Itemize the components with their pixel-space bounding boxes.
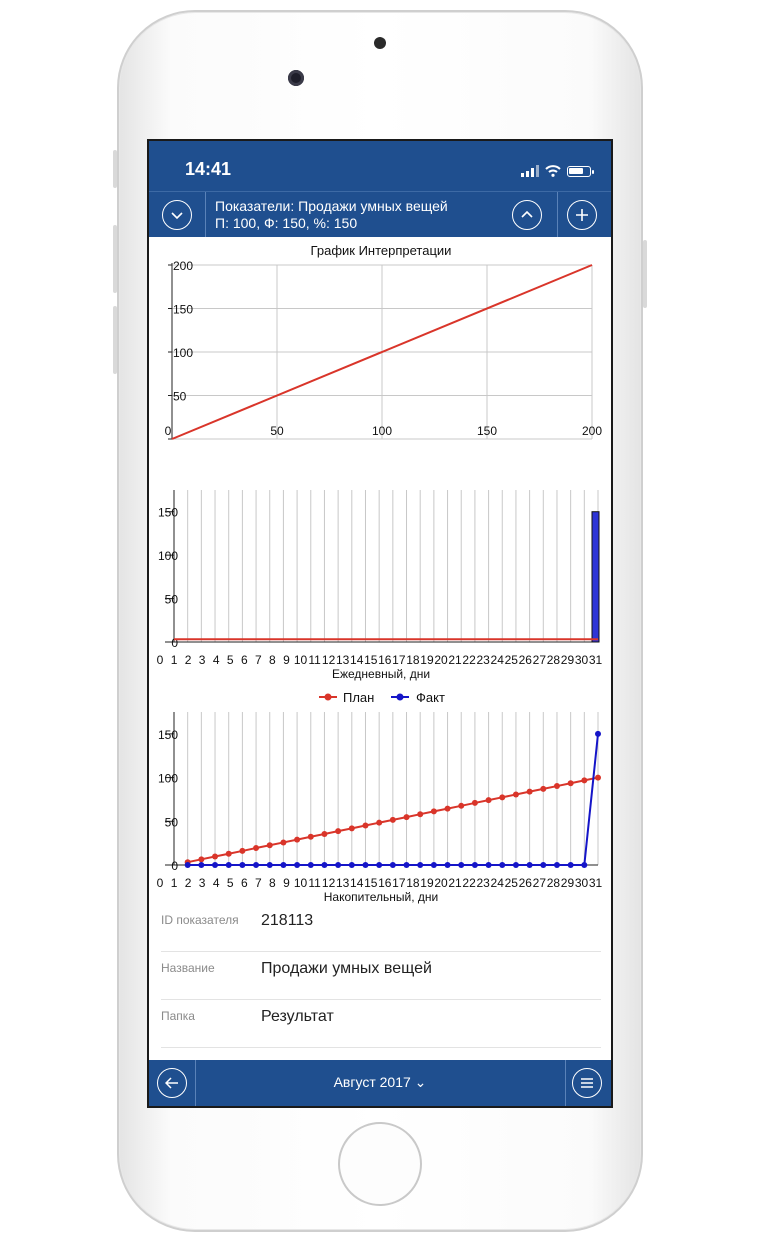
chart3-point-fact xyxy=(595,731,601,737)
chart3-point-plan xyxy=(513,792,519,798)
chart2-x-tick-label: 14 xyxy=(350,653,364,667)
signal-icon xyxy=(521,165,539,177)
chart3-point-fact xyxy=(581,862,587,868)
chart3-x-tick-label: 23 xyxy=(476,876,490,890)
chart2-x-tick-label: 13 xyxy=(335,653,350,667)
chart3-point-plan xyxy=(540,786,546,792)
chart2-x-tick-label: 7 xyxy=(255,653,262,667)
chart3-point-fact xyxy=(568,862,574,868)
chart3-point-plan xyxy=(431,808,437,814)
status-bar xyxy=(149,141,611,191)
chart2-x-tick-label: 23 xyxy=(476,653,490,667)
chart3-point-fact xyxy=(404,862,410,868)
chart3-x-tick-label: 9 xyxy=(283,876,290,890)
volume-down-button xyxy=(113,306,117,374)
detail-value: 218113 xyxy=(261,912,314,929)
legend-plan-label: План xyxy=(343,690,375,705)
chart1-x-tick-label: 200 xyxy=(581,424,603,438)
chart3-point-plan xyxy=(445,806,451,812)
chart3-point-fact xyxy=(280,862,286,868)
chart3-point-fact xyxy=(390,862,396,868)
chart3-point-fact xyxy=(253,862,259,868)
chart3-x-tick-label: 16 xyxy=(378,876,392,890)
chart2-bar xyxy=(592,512,599,642)
chart3-point-fact xyxy=(321,862,327,868)
chart2-x-tick-label: 29 xyxy=(560,653,575,667)
chart1-y-tick-label: 150 xyxy=(173,302,194,317)
chart2-y-tick-label: 50 xyxy=(164,592,178,607)
chart3-point-fact xyxy=(458,862,464,868)
chart3-point-plan xyxy=(349,825,355,831)
chart2-x-tick-label: 10 xyxy=(293,653,308,667)
chart3-x-tick-label: 28 xyxy=(546,876,561,890)
chart3-y-tick-label: 0 xyxy=(171,859,178,873)
chart3-x-tick-label: 11 xyxy=(308,876,321,890)
chart3-point-plan xyxy=(499,794,505,800)
detail-row-folder xyxy=(161,999,601,1048)
chart2-x-tick-label: 5 xyxy=(226,653,234,667)
chart3-point-plan xyxy=(527,789,533,795)
wifi-icon xyxy=(545,165,561,177)
chart2-y-tick-label: 150 xyxy=(157,505,178,520)
chart3-point-fact xyxy=(294,862,300,868)
chart3-point-plan xyxy=(226,851,232,857)
chart3-point-fact xyxy=(554,862,560,868)
chart3-point-plan xyxy=(376,820,382,826)
chart1-x-tick-label: 150 xyxy=(476,424,498,438)
chart2-x-tick-label: 0 xyxy=(156,653,164,667)
chart2-x-tick-label: 26 xyxy=(518,653,532,667)
chart3-point-plan xyxy=(280,839,286,845)
chart3-x-tick-label: 0 xyxy=(156,876,164,890)
chart3-point-plan xyxy=(581,777,587,783)
chart3-x-tick-label: 20 xyxy=(434,876,448,890)
chart3-point-fact xyxy=(239,862,245,868)
chart3-point-fact xyxy=(486,862,492,868)
chart3-y-tick-label: 100 xyxy=(157,771,178,786)
legend-fact-marker xyxy=(397,694,404,701)
chevron-down-icon xyxy=(170,210,184,220)
collapse-button[interactable] xyxy=(162,200,192,230)
detail-value: Продажи умных вещей xyxy=(261,960,432,977)
add-button[interactable] xyxy=(567,200,597,230)
legend-fact-label: Факт xyxy=(416,690,445,705)
chart3-x-tick-label: 18 xyxy=(406,876,420,890)
chart3-x-tick-label: 2 xyxy=(184,876,192,890)
earpiece xyxy=(374,37,386,49)
chart3-point-plan xyxy=(568,780,574,786)
chart2-x-tick-label: 25 xyxy=(504,653,518,667)
chart2-x-tick-label: 31 xyxy=(588,653,603,667)
volume-up-button xyxy=(113,225,117,293)
chart3-point-plan xyxy=(404,814,410,820)
chart1-y-tick-label: 100 xyxy=(173,346,194,360)
chart3-point-fact xyxy=(335,862,341,868)
chart3-point-plan xyxy=(417,811,423,817)
chart2-x-tick-label: 21 xyxy=(448,653,462,667)
chart3-xlabel: Накопительный, дни xyxy=(323,890,439,904)
chart3-point-plan xyxy=(472,800,478,806)
chart3-point-plan xyxy=(308,834,314,840)
chart2-x-tick-label: 9 xyxy=(283,653,290,667)
chart3-point-fact xyxy=(212,862,218,868)
chart3-point-fact xyxy=(362,862,368,868)
app-screen xyxy=(147,139,613,1108)
chart3-point-plan xyxy=(335,828,341,834)
chart3-x-tick-label: 22 xyxy=(462,876,476,890)
indicator-title: Показатели: Продажи умных вещей xyxy=(215,198,448,214)
plus-icon xyxy=(575,208,589,222)
chart2-x-tick-label: 30 xyxy=(574,653,589,667)
chart1-y-tick-label: 50 xyxy=(173,389,187,404)
chart2-x-tick-label: 3 xyxy=(198,653,206,667)
chart3-point-fact xyxy=(349,862,355,868)
chart2-x-tick-label: 24 xyxy=(490,653,504,667)
chart3-x-tick-label: 19 xyxy=(420,876,434,890)
chart1-x-tick-label: 0 xyxy=(164,424,172,438)
scroll-up-button[interactable] xyxy=(512,200,542,230)
chart3-point-plan xyxy=(198,856,204,862)
detail-row-name xyxy=(161,951,601,1000)
chart1-x-tick-label: 100 xyxy=(371,424,393,438)
indicator-summary: П: 100, Ф: 150, %: 150 xyxy=(215,215,358,231)
chart3-y-tick-label: 150 xyxy=(157,727,178,742)
chart3-point-fact xyxy=(431,862,437,868)
chart2-x-tick-label: 15 xyxy=(364,653,378,667)
page-title xyxy=(215,198,448,232)
chart3-x-tick-label: 8 xyxy=(269,876,276,890)
chart2-x-tick-label: 20 xyxy=(434,653,448,667)
chart3-x-tick-label: 5 xyxy=(226,876,234,890)
chart3-point-plan xyxy=(554,783,560,789)
chart3-x-tick-label: 12 xyxy=(321,876,336,890)
chart2-x-tick-label: 4 xyxy=(212,653,220,667)
chart3-point-fact xyxy=(445,862,451,868)
chart3-point-fact xyxy=(308,862,314,868)
chart3-x-tick-label: 31 xyxy=(588,876,603,890)
battery-icon xyxy=(567,166,591,177)
chart3-x-tick-label: 4 xyxy=(212,876,220,890)
chart3-point-fact xyxy=(198,862,204,868)
chart3-x-tick-label: 30 xyxy=(574,876,589,890)
chart3-point-plan xyxy=(212,854,218,860)
chart2-x-tick-label: 2 xyxy=(184,653,192,667)
chart3-point-fact xyxy=(499,862,505,868)
chart3-y-tick-label: 50 xyxy=(164,815,178,830)
nav-bar xyxy=(149,191,611,238)
chart1-y-tick-label: 200 xyxy=(173,259,194,273)
bottom-bar xyxy=(149,1060,611,1106)
chart2-x-tick-label: 22 xyxy=(462,653,476,667)
chart2-x-tick-label: 16 xyxy=(378,653,392,667)
detail-label: ID показателя xyxy=(161,913,239,927)
chart3-x-tick-label: 14 xyxy=(350,876,364,890)
chart3-x-tick-label: 6 xyxy=(240,876,248,890)
chart3-x-tick-label: 24 xyxy=(490,876,504,890)
chart3-point-fact xyxy=(185,862,191,868)
chart2-y-tick-label: 0 xyxy=(171,636,178,650)
chart2-x-tick-label: 19 xyxy=(420,653,434,667)
charts-area xyxy=(149,237,611,905)
chart3-point-plan xyxy=(362,822,368,828)
chart3-x-tick-label: 1 xyxy=(170,876,178,890)
chart2-x-tick-label: 18 xyxy=(406,653,420,667)
chart3-point-fact xyxy=(267,862,273,868)
power-button xyxy=(643,240,647,308)
chart1-title: График Интерпретации xyxy=(310,243,452,258)
detail-label: Название xyxy=(161,961,215,975)
chart3-point-fact xyxy=(376,862,382,868)
chart3-x-tick-label: 21 xyxy=(448,876,462,890)
chart3-x-tick-label: 27 xyxy=(532,876,547,890)
content-area xyxy=(149,237,611,1060)
home-button[interactable] xyxy=(338,1122,422,1206)
chart2-x-tick-label: 17 xyxy=(392,653,406,667)
chart3-point-fact xyxy=(417,862,423,868)
chart3-point-fact xyxy=(527,862,533,868)
chart3-x-tick-label: 10 xyxy=(293,876,308,890)
chart3-point-plan xyxy=(253,845,259,851)
chart2-x-tick-label: 11 xyxy=(308,653,321,667)
chart3-point-plan xyxy=(267,842,273,848)
detail-row-id xyxy=(161,903,601,952)
menu-icon xyxy=(580,1077,594,1089)
chart2-x-tick-label: 8 xyxy=(269,653,276,667)
chevron-up-icon xyxy=(520,210,534,220)
chart3-x-tick-label: 25 xyxy=(504,876,518,890)
chart2-x-tick-label: 6 xyxy=(240,653,248,667)
legend-plan-marker xyxy=(325,694,332,701)
chart3-x-tick-label: 3 xyxy=(198,876,206,890)
chart3-point-fact xyxy=(540,862,546,868)
chart3-point-fact xyxy=(472,862,478,868)
chart3-point-fact xyxy=(513,862,519,868)
front-camera xyxy=(288,70,304,86)
chart3-x-tick-label: 13 xyxy=(335,876,350,890)
chart3-point-fact xyxy=(226,862,232,868)
chart2-y-tick-label: 100 xyxy=(157,549,178,564)
chart3-point-plan xyxy=(595,775,601,781)
status-time: 14:41 xyxy=(185,159,232,179)
period-selector[interactable]: Август 2017 ⌄ xyxy=(333,1074,427,1090)
chart2-xlabel: Ежедневный, дни xyxy=(331,667,431,681)
chart3-x-tick-label: 29 xyxy=(560,876,575,890)
mute-switch xyxy=(113,150,117,188)
chart1-x-tick-label: 50 xyxy=(270,424,284,438)
chart3-x-tick-label: 26 xyxy=(518,876,532,890)
chart3-x-tick-label: 15 xyxy=(364,876,378,890)
chart3-x-tick-label: 17 xyxy=(392,876,406,890)
chart3-point-plan xyxy=(294,837,300,843)
chart3-point-plan xyxy=(486,797,492,803)
menu-button[interactable] xyxy=(572,1068,602,1098)
detail-label: Папка xyxy=(161,1009,195,1023)
chart3-point-plan xyxy=(321,831,327,837)
chart2-x-tick-label: 28 xyxy=(546,653,561,667)
chart3-point-plan xyxy=(239,848,245,854)
chart2-x-tick-label: 12 xyxy=(321,653,336,667)
chart3-point-plan xyxy=(390,817,396,823)
chart2-x-tick-label: 1 xyxy=(170,653,178,667)
chart3-x-tick-label: 7 xyxy=(255,876,262,890)
detail-value: Результат xyxy=(261,1008,334,1025)
chart3-point-plan xyxy=(458,803,464,809)
chart2-x-tick-label: 27 xyxy=(532,653,547,667)
